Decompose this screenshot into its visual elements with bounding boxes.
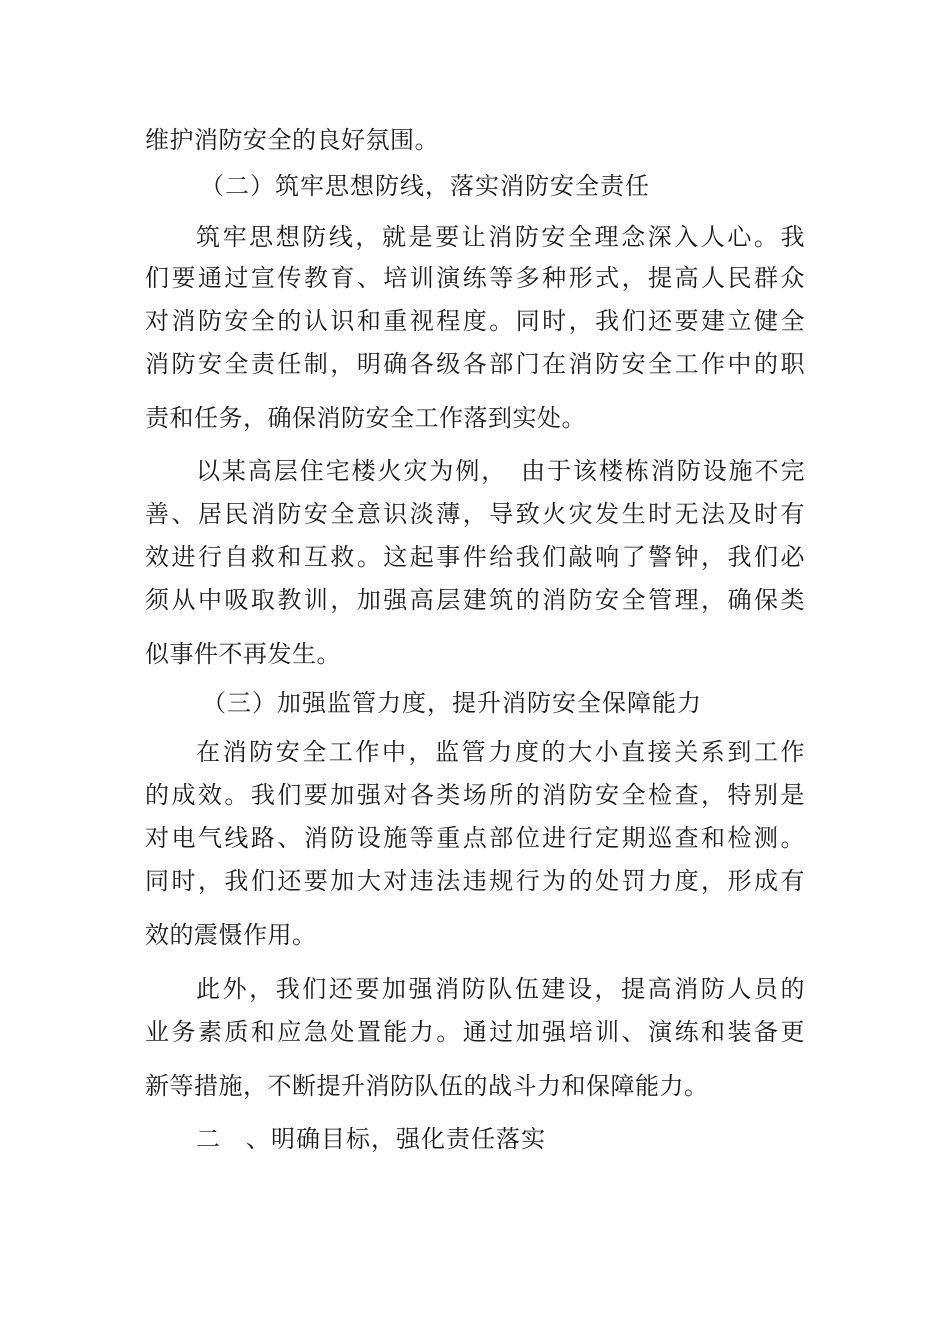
paragraph-line: 对电气线路、消防设施等重点部位进行定期巡查和检测。	[145, 824, 805, 852]
paragraph-line: 业务素质和应急处置能力。通过加强培训、演练和装备更	[145, 1018, 805, 1046]
paragraph-line: 责和任务，确保消防安全工作落到实处。	[145, 404, 586, 432]
paragraph-line: 效进行自救和互救。这起事件给我们敲响了警钟，我们必	[145, 543, 805, 571]
paragraph-line: 维护消防安全的良好氛围。	[145, 126, 439, 154]
paragraph-line: 似事件不再发生。	[145, 640, 341, 668]
paragraph-line: 须从中吸取教训，加强高层建筑的消防安全管理，确保类	[145, 586, 805, 614]
paragraph-line: 筑牢思想防线，就是要让消防安全理念深入人心。我	[196, 223, 805, 251]
paragraph-line: 们要通过宣传教育、培训演练等多种形式，提高人民群众	[145, 264, 805, 292]
paragraph-line: 以某高层住宅楼火灾为例， 由于该楼栋消防设施不完	[196, 457, 805, 485]
chapter-heading-2: 二 、明确目标，强化责任落实	[196, 1125, 546, 1153]
paragraph-line: 新等措施，不断提升消防队伍的战斗力和保障能力。	[145, 1072, 709, 1100]
paragraph-line: 同时，我们还要加大对违法违规行为的处罚力度，形成有	[145, 867, 805, 895]
paragraph-line: 对消防安全的认识和重视程度。同时，我们还要建立健全	[145, 307, 805, 335]
paragraph-line: 的成效。我们要加强对各类场所的消防安全检查，特别是	[145, 781, 805, 809]
paragraph-line: 效的震慑作用。	[145, 921, 317, 949]
paragraph-line: 在消防安全工作中，监管力度的大小直接关系到工作	[196, 738, 805, 766]
paragraph-line: 此外，我们还要加强消防队伍建设，提高消防人员的	[196, 975, 805, 1003]
paragraph-line: 消防安全责任制，明确各级各部门在消防安全工作中的职	[145, 350, 805, 378]
paragraph-line: 善、居民消防安全意识淡薄，导致火灾发生时无法及时有	[145, 500, 805, 528]
section-heading-2: （二）筑牢思想防线，落实消防安全责任	[200, 172, 650, 200]
section-heading-3: （三）加强监管力度，提升消防安全保障能力	[202, 689, 702, 717]
